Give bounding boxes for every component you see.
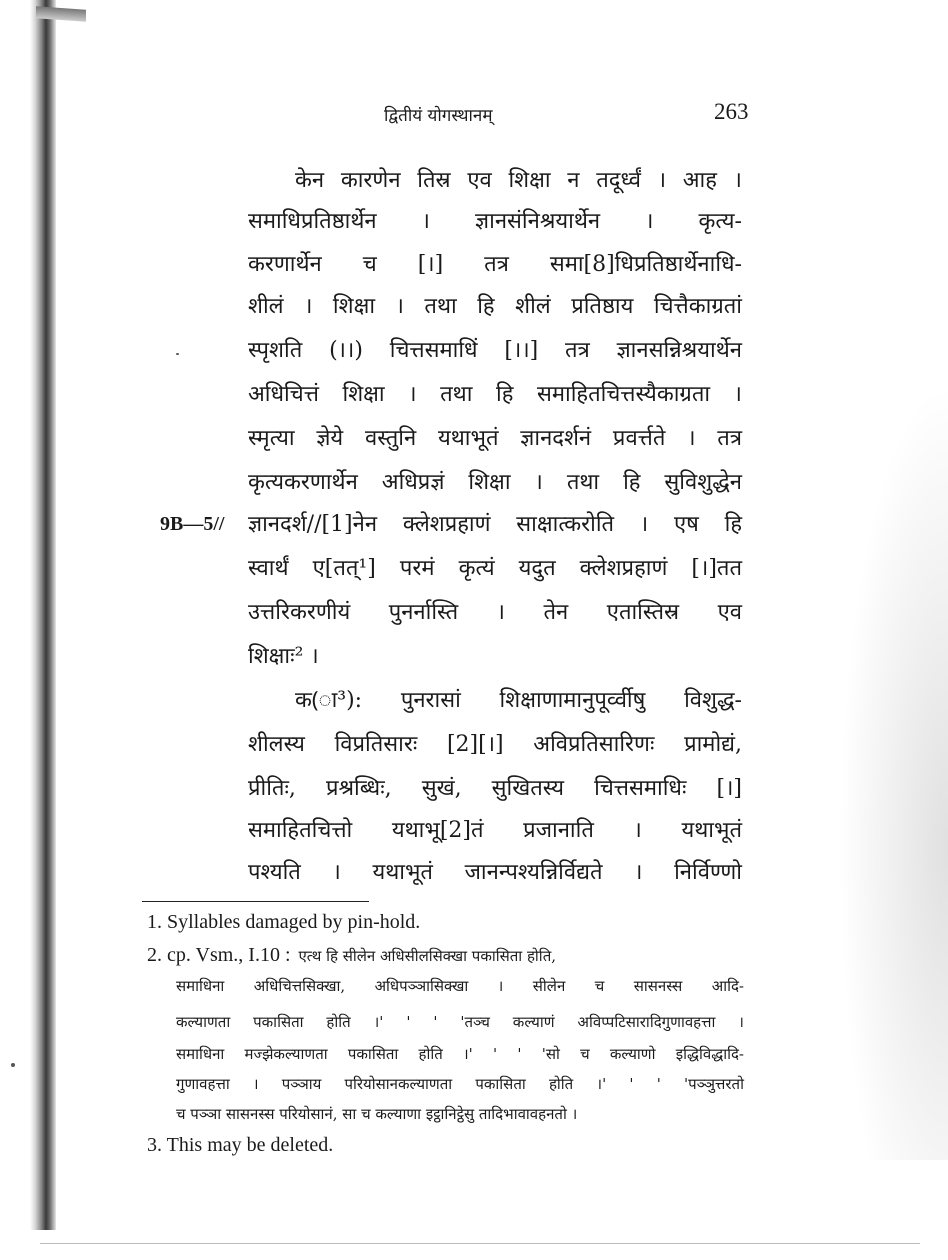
footnote-2-label [147,944,556,967]
body-line: केन कारणेन तिस्र एव शिक्षा न तदूर्ध्वं । आह । [295,168,742,193]
body-line: अधिचित्तं शिक्षा । तथा हि समाहितचित्तस्यैकाग्रता । [248,382,742,407]
running-header-title: द्वितीयं योगस्थानम् [384,106,493,126]
footnote-2-line: च पञ्ञा सासनस्स परियोसानं, सा च कल्याणा इट्ठानिट्ठेसु तादिभावावहनतो । [176,1105,578,1123]
scan-speck [11,1063,15,1067]
page-bottom-edge [40,1243,920,1244]
body-line: प्रीतिः, प्रश्रब्धिः, सुखं, सुखितस्य चित्तसमाधिः [।] [248,776,742,801]
body-line: करणार्थेन च [।] तत्र समा[8]धिप्रतिष्ठार्थेनाधि- [248,252,742,277]
body-line: स्पृशति (।।) चित्तसमाधिं [।।] तत्र ज्ञानसन्निश्रयार्थेन [248,338,742,363]
page-shade [838,380,948,1160]
footnote-3: 3. This may be deleted. [147,1134,334,1156]
body-line: स्वार्थं ए[तत्¹] परमं कृत्यं यदुत क्लेशप्रहाणं [।]तत [248,556,742,581]
footnote-2-line: गुणावहत्ता । पञ्ञाय परियोसानकल्याणता पकासिता होति ।' ' ' 'पञ्ञुत्तरतो [176,1075,744,1093]
body-line: समाधिप्रतिष्ठार्थेन । ज्ञानसंनिश्रयार्थेन । कृत्य- [248,209,742,234]
body-line: उत्तरिकरणीयं पुनर्नास्ति । तेन एतास्तिस्र एव [248,600,742,625]
book-binding-shadow [30,0,56,1230]
footnote-2-text: एत्थ हि सीलेन अधिसीलसिक्खा पकासिता होति, [298,947,557,965]
body-line: समाहितचित्तो यथाभू[2]तं प्रजानाति । यथाभूतं [248,818,742,843]
footnote-2-line: कल्याणता पकासिता होति ।' ' ' 'तञ्च कल्याणं अविप्पटिसारादिगुणावहत्ता । [176,1013,744,1031]
footnote-1: 1. Syllables damaged by pin-hold. [147,911,421,933]
body-line: ज्ञानदर्श//[1]नेन क्लेशप्रहाणं साक्षात्करोति । एष हि [248,512,742,537]
body-line: क(ा³): पुनरासां शिक्षाणामानुपूर्व्वीषु विशुद्ध- [295,688,742,713]
manuscript-folio-reference: 9B—5// [160,513,225,535]
body-line: शिक्षाः² । [248,644,319,669]
footnote-2-citation: 2. cp. Vsm., I.10 : [147,944,291,966]
footnote-2-line: समाधिना मज्झेकल्याणता पकासिता होति ।' ' ' 'सो च कल्याणो इद्धिविद्धादि- [176,1045,744,1063]
body-line: कृत्यकरणार्थेन अधिप्रज्ञं शिक्षा । तथा हि सुविशुद्धेन [248,470,742,495]
scan-speck [176,353,179,355]
body-line: शीलं । शिक्षा । तथा हि शीलं प्रतिष्ठाय चित्तैकाग्रतां [248,294,742,319]
body-line: पश्यति । यथाभूतं जानन्पश्यन्निर्विद्यते । निर्विण्णो [248,860,742,885]
page-number: 263 [714,99,749,124]
body-line: शीलस्य विप्रतिसारः [2][।] अविप्रतिसारिणः प्रामोद्यं, [248,732,742,757]
footnote-divider [142,901,369,902]
footnote-2-line: समाधिना अधिचित्तसिक्खा, अधिपञ्ञासिक्खा । सीलेन च सासनस्स आदि- [176,977,744,995]
body-line: स्मृत्या ज्ञेये वस्तुनि यथाभूतं ज्ञानदर्शनं प्रवर्त्तते । तत्र [248,426,742,451]
